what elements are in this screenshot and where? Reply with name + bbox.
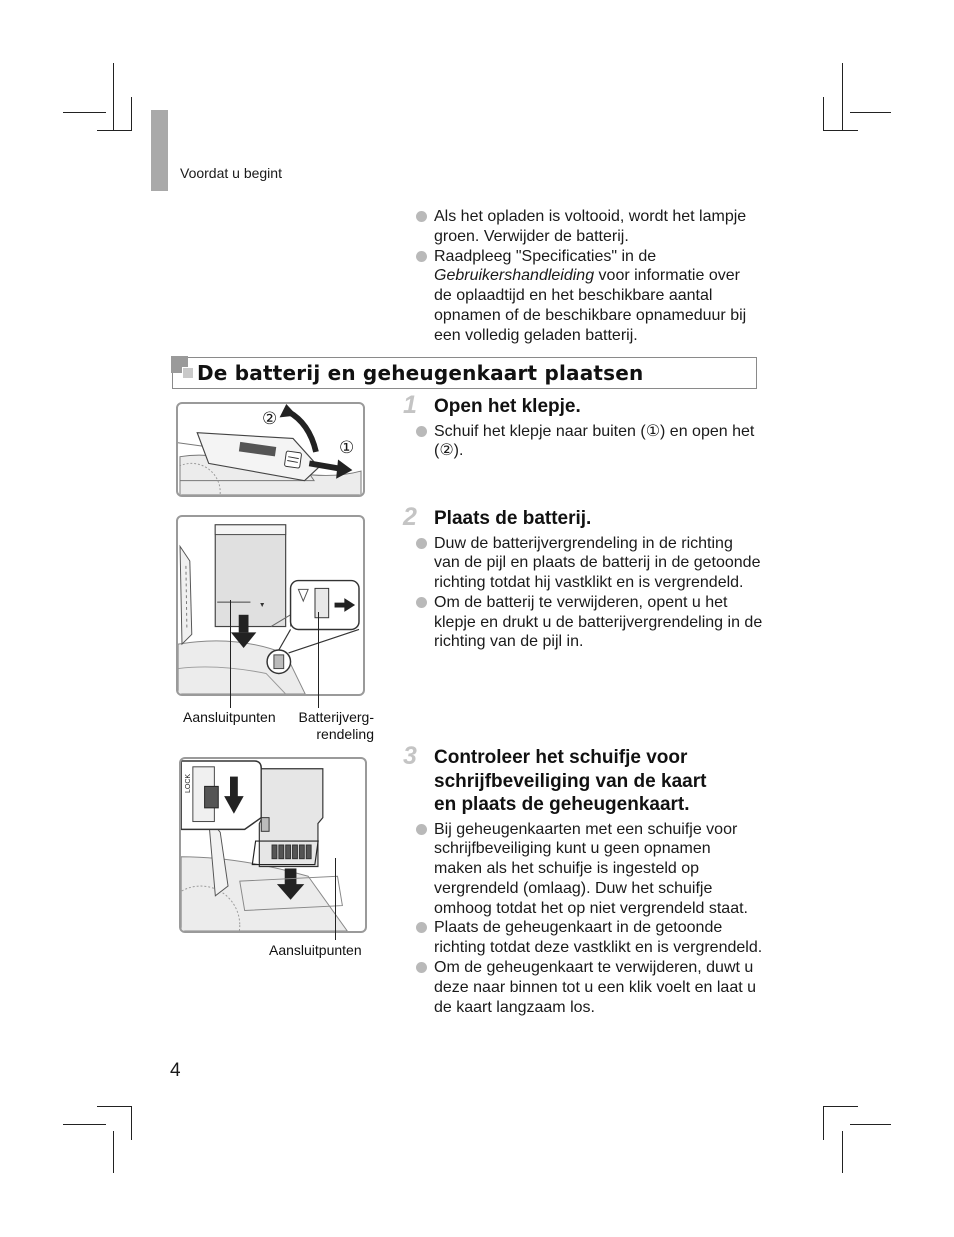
intro-bullet: Als het opladen is voltooid, wordt het lampje groen. Verwijder de batterij. [416, 207, 761, 247]
memory-card-illustration [181, 759, 365, 931]
step-3 [403, 742, 763, 1017]
marker-2: ② [262, 409, 278, 428]
step-title [434, 746, 763, 817]
leader-line [335, 858, 336, 940]
figure-insert-battery [176, 515, 365, 696]
leader-line [318, 612, 319, 708]
crop-mark [113, 63, 114, 131]
crop-mark [113, 1131, 114, 1173]
step-title-line: en plaats de geheugenkaart. [434, 794, 690, 815]
heading-square-icon [182, 367, 194, 379]
step-title: Open het klepje. [434, 396, 581, 417]
crop-mark [850, 1124, 891, 1125]
intro-bullet-text: Raadpleeg "Specificaties" in de [434, 247, 657, 265]
intro-bullet-list [416, 207, 761, 346]
crop-mark [63, 1124, 106, 1125]
step-bullet: Om de geheugenkaart te verwijderen, duwt u deze naar binnen tot u een klik voelt en laat u de kaart langzaam los. [416, 958, 763, 1017]
crop-mark [823, 97, 824, 131]
crop-mark [823, 130, 858, 131]
crop-mark [823, 1106, 824, 1140]
step-bullet: Om de batterij te verwijderen, opent u het klepje en drukt u de batterijvergrendeling in de richting van de pijl in. [416, 593, 763, 652]
intro-bullet [416, 247, 761, 346]
crop-mark [823, 1106, 858, 1107]
crop-mark [842, 63, 843, 131]
step-bullet: Plaats de geheugenkaart in de getoonde richting totdat deze vastklikt en is vergrendeld. [416, 918, 763, 958]
step-bullet-list [416, 820, 763, 1018]
battery-illustration [178, 517, 363, 694]
caption-battery-lock [290, 709, 374, 743]
step-number: 3 [403, 742, 417, 770]
page-number: 4 [170, 1060, 181, 1081]
step-bullet: Bij geheugenkaarten met een schuifje voor schrijfbeveiliging kunt u geen opnamen maken als het schuifje is ingesteld op vergrendeld (omlaag). Duw het schuifje omhoog totdat het op niet vergrendeld staat. [416, 820, 763, 919]
step-title: Plaats de batterij. [434, 508, 592, 529]
step-2 [403, 503, 763, 652]
manual-title: Gebruikershandleiding [434, 267, 595, 285]
intro-bullet-text: voor informatie over de oplaadtijd en het beschikbare aantal opnamen of de beschikbare opnameduur bij een volledig geladen batterij. [434, 267, 747, 344]
step-number: 1 [403, 391, 417, 419]
marker-1: ① [339, 438, 355, 457]
section-title: De batterij en geheugenkaart plaatsen [197, 361, 644, 385]
crop-mark [97, 1106, 132, 1107]
step-bullet: Schuif het klepje naar buiten (①) en open het (②). [416, 422, 763, 462]
chapter-tab-marker [151, 110, 168, 191]
figure-open-cover [176, 402, 365, 497]
caption-battery-lock-line: rendeling [316, 726, 374, 742]
lock-label: LOCK [185, 773, 192, 793]
crop-mark [131, 97, 132, 131]
leader-line [230, 600, 231, 708]
section-heading [172, 357, 757, 389]
chapter-label: Voordat u begint [180, 165, 282, 181]
caption-battery-lock-line: Batterijverg- [298, 709, 374, 725]
crop-mark [63, 112, 106, 113]
step-title-line: Controleer het schuifje voor [434, 747, 688, 768]
caption-card-terminals: Aansluitpunten [269, 942, 362, 958]
step-bullet: Duw de batterijvergrendeling in de richting van de pijl en plaats de batterij in de getoonde richting totdat hij vastklikt en is vergrendeld. [416, 534, 763, 593]
crop-mark [97, 130, 132, 131]
crop-mark [131, 1106, 132, 1140]
figure-insert-card [179, 757, 367, 933]
step-1 [403, 391, 763, 461]
step-title-line: schrijfbeveiliging van de kaart [434, 770, 707, 792]
caption-battery-terminals: Aansluitpunten [183, 709, 276, 725]
step-bullet-list [416, 534, 763, 653]
step-number: 2 [403, 503, 417, 531]
crop-mark [842, 1131, 843, 1173]
crop-mark [850, 112, 891, 113]
step-bullet-list [416, 422, 763, 462]
